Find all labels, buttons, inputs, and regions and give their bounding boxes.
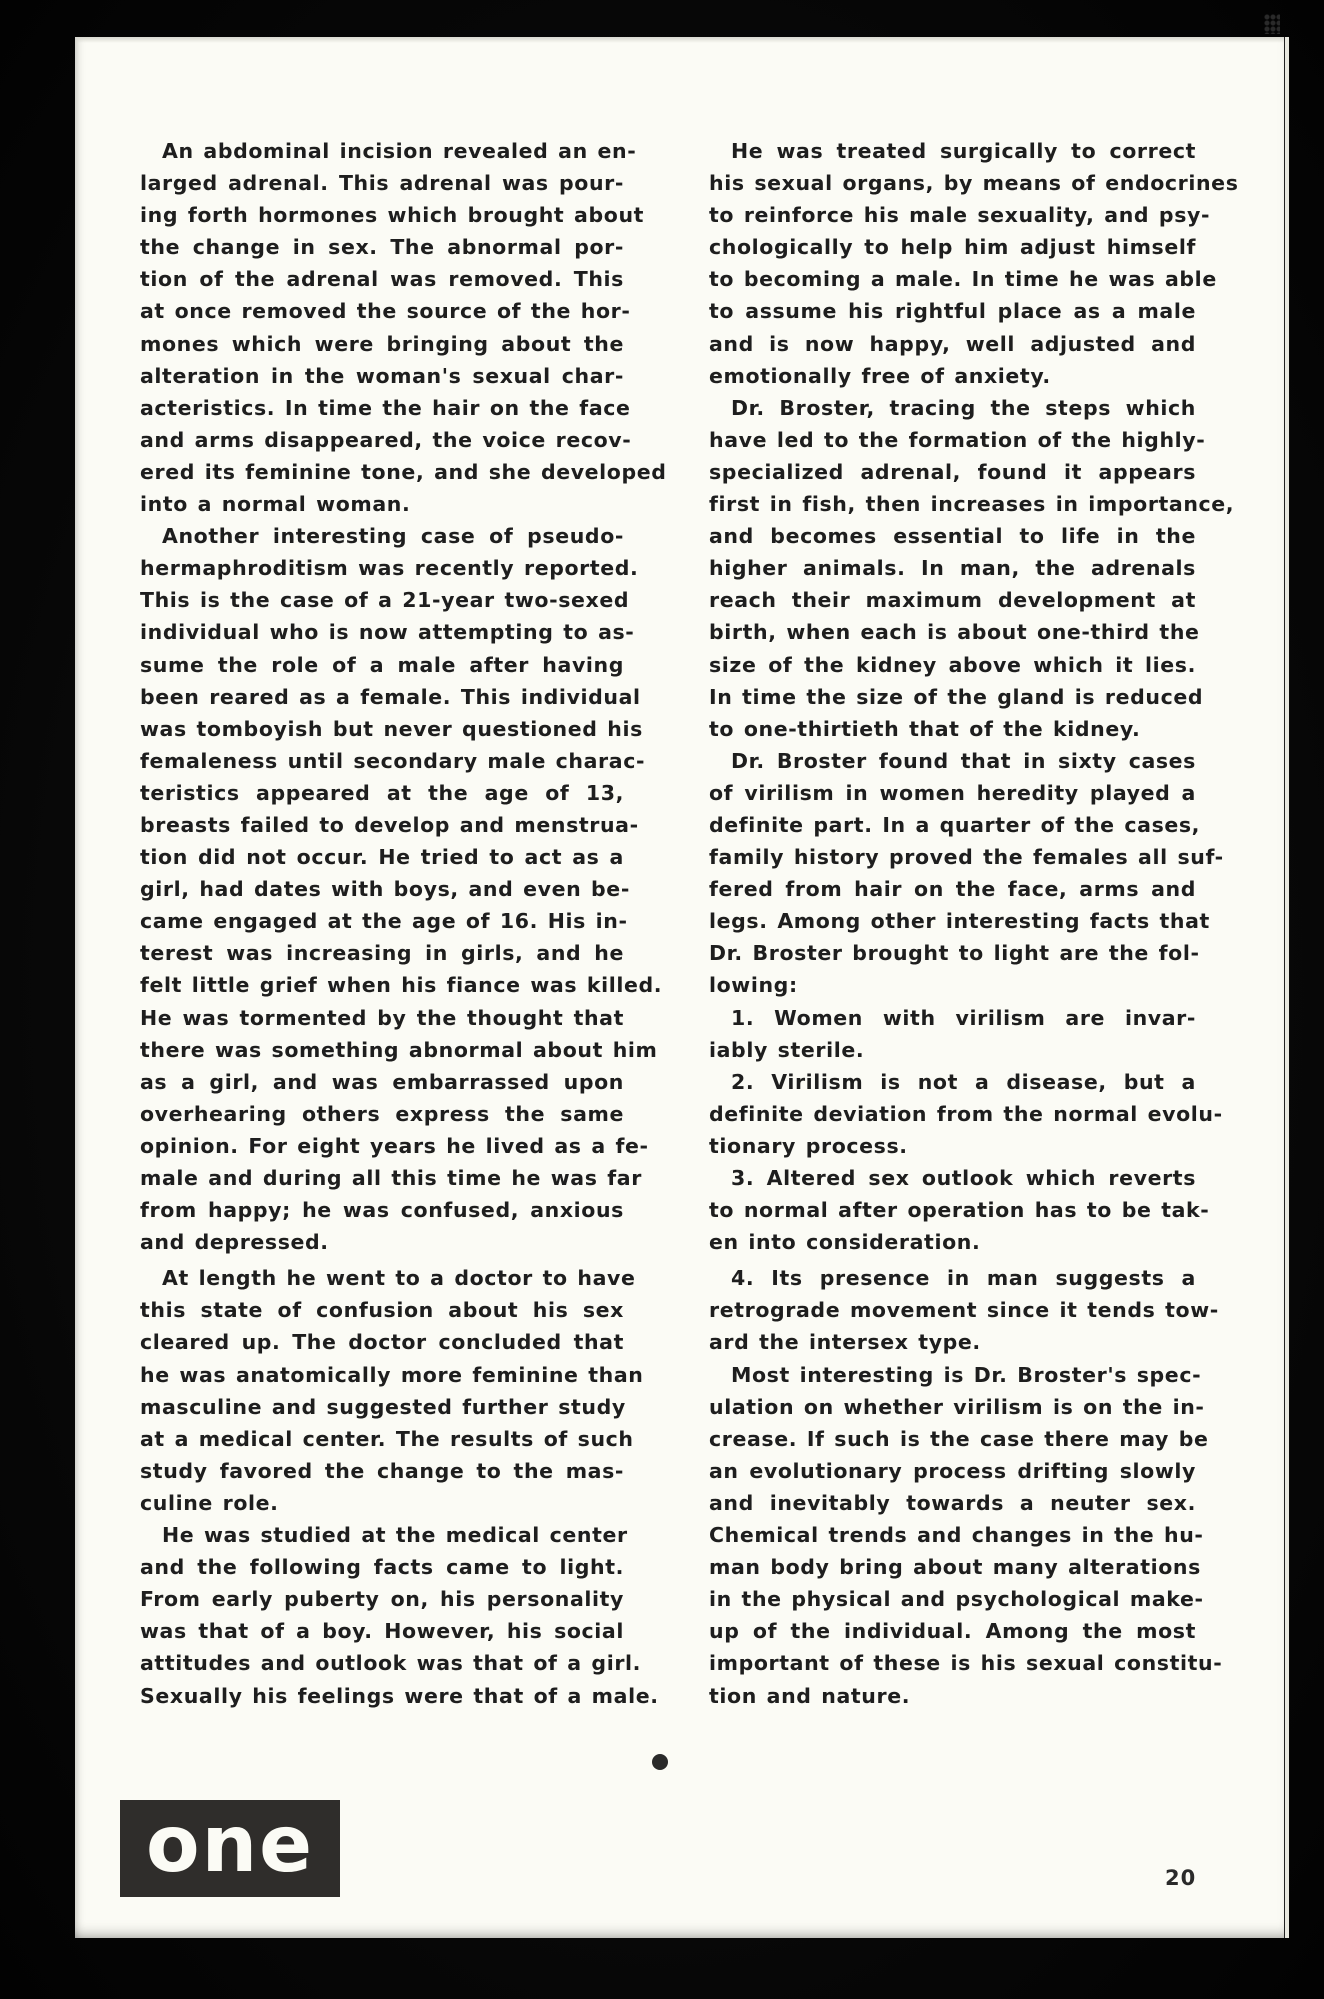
- text-line: male and during all this time he was far: [140, 1166, 642, 1190]
- text-line: from happy; he was confused, anxious: [140, 1198, 624, 1223]
- text-line: and the following facts came to light.: [140, 1555, 624, 1580]
- text-line: he was anatomically more feminine than: [140, 1362, 644, 1387]
- text-line: reach their maximum development at: [709, 588, 1196, 613]
- text-line: larged adrenal. This adrenal was pour-: [140, 171, 624, 196]
- text-line: He was studied at the medical center: [162, 1523, 628, 1548]
- text-line: important of these is his sexual constitu-: [709, 1651, 1223, 1676]
- logo-text: one: [145, 1799, 315, 1890]
- text-line: birth, when each is about one-third the: [709, 620, 1200, 645]
- text-line: attitudes and outlook was that of a girl.: [140, 1651, 642, 1676]
- text-line: 1. Women with virilism are invar-: [731, 1005, 1196, 1030]
- text-line: at a medical center. The results of such: [140, 1426, 634, 1451]
- text-line: Chemical trends and changes in the hu-: [709, 1523, 1204, 1548]
- text-line: as a girl, and was embarrassed upon: [140, 1069, 624, 1094]
- text-line: to becoming a male. In time he was able: [709, 267, 1217, 292]
- text-line: to reinforce his male sexuality, and psy-: [709, 203, 1211, 228]
- magazine-page: [75, 37, 1285, 1938]
- text-line: and inevitably towards a neuter sex.: [709, 1490, 1196, 1515]
- text-line: femaleness until secondary male charac-: [140, 748, 646, 773]
- publication-logo: [120, 1800, 340, 1897]
- text-line: ing forth hormones which brought about: [140, 203, 645, 228]
- text-line: specialized adrenal, found it appears: [709, 459, 1196, 484]
- text-line: sume the role of a male after having: [140, 652, 624, 677]
- text-line: tion and nature.: [709, 1683, 911, 1708]
- text-line: ulation on whether virilism is on the in-: [709, 1394, 1205, 1419]
- text-line: legs. Among other interesting facts that: [709, 909, 1210, 934]
- text-column-right: [709, 135, 1239, 1712]
- text-line: acteristics. In time the hair on the face: [140, 395, 631, 420]
- text-line: an evolutionary process drifting slowly: [709, 1458, 1196, 1483]
- text-line: He was treated surgically to correct: [731, 139, 1196, 163]
- text-line: have led to the formation of the highly-: [709, 427, 1206, 452]
- text-line: Dr. Broster brought to light are the fol-: [709, 941, 1200, 966]
- page-number: 20: [1165, 1866, 1197, 1890]
- text-line: chologically to help him adjust himself: [709, 235, 1196, 260]
- text-line: there was something abnormal about him: [140, 1037, 658, 1062]
- text-line: fered from hair on the face, arms and: [709, 877, 1196, 902]
- text-line: iably sterile.: [709, 1037, 865, 1062]
- text-line: ard the intersex type.: [709, 1330, 981, 1355]
- text-line: in the physical and psychological make-: [709, 1587, 1204, 1612]
- text-line: en into consideration.: [709, 1230, 981, 1255]
- text-line: emotionally free of anxiety.: [709, 363, 1051, 388]
- text-line: up of the individual. Among the most: [709, 1619, 1196, 1644]
- text-line: to normal after operation has to be tak-: [709, 1198, 1210, 1223]
- scan-corner-mark: [1264, 14, 1280, 34]
- text-line: the change in sex. The abnormal por-: [140, 235, 624, 260]
- text-line: An abdominal incision revealed an en-: [162, 139, 637, 163]
- text-line: into a normal woman.: [140, 492, 411, 517]
- text-line: and arms disappeared, the voice recov-: [140, 427, 632, 452]
- text-line: this state of confusion about his sex: [140, 1298, 624, 1323]
- text-line: hermaphroditism was recently reported.: [140, 556, 639, 581]
- text-line: breasts failed to develop and menstrua-: [140, 812, 639, 837]
- text-line: crease. If such is the case there may be: [709, 1426, 1209, 1451]
- text-line: He was tormented by the thought that: [140, 1005, 624, 1030]
- text-line: teristics appeared at the age of 13,: [140, 780, 624, 805]
- text-line: man body bring about many alterations: [709, 1555, 1201, 1580]
- text-line: was tomboyish but never questioned his: [140, 716, 643, 741]
- text-line: Sexually his feelings were that of a male.: [140, 1683, 659, 1708]
- text-line: size of the kidney above which it lies.: [709, 652, 1196, 677]
- text-line: tion of the adrenal was removed. This: [140, 267, 624, 292]
- text-line: From early puberty on, his personality: [140, 1587, 624, 1612]
- text-line: Dr. Broster, tracing the steps which: [731, 395, 1196, 420]
- text-line: came engaged at the age of 16. His in-: [140, 909, 628, 934]
- text-line: his sexual organs, by means of endocrines: [709, 171, 1239, 196]
- text-line: mones which were bringing about the: [140, 331, 624, 356]
- text-line: alteration in the woman's sexual char-: [140, 363, 624, 388]
- text-line: opinion. For eight years he lived as a fe-: [140, 1133, 649, 1158]
- text-line: Most interesting is Dr. Broster's spec-: [731, 1362, 1202, 1387]
- text-line: higher animals. In man, the adrenals: [709, 556, 1196, 581]
- text-line: to one-thirtieth that of the kidney.: [709, 716, 1141, 741]
- text-line: lowing:: [709, 973, 798, 998]
- text-column-left: [140, 135, 667, 1712]
- text-line: cleared up. The doctor concluded that: [140, 1330, 624, 1355]
- text-line: was that of a boy. However, his social: [140, 1619, 624, 1644]
- text-line: at once removed the source of the hor-: [140, 299, 631, 324]
- text-line: girl, had dates with boys, and even be-: [140, 877, 630, 902]
- text-line: tion did not occur. He tried to act as a: [140, 845, 624, 870]
- text-line: and depressed.: [140, 1230, 329, 1255]
- text-line: felt little grief when his fiance was killed.: [140, 973, 663, 998]
- text-line: This is the case of a 21-year two-sexed: [140, 588, 630, 613]
- text-line: to assume his rightful place as a male: [709, 299, 1196, 324]
- text-line: At length he went to a doctor to have: [162, 1266, 636, 1291]
- text-line: tionary process.: [709, 1133, 908, 1158]
- text-line: In time the size of the gland is reduced: [709, 684, 1204, 709]
- text-line: first in fish, then increases in importance,: [709, 492, 1235, 517]
- text-line: definite part. In a quarter of the cases,: [709, 812, 1201, 837]
- text-line: been reared as a female. This individual: [140, 684, 641, 709]
- text-line: 4. Its presence in man suggests a: [731, 1266, 1196, 1291]
- text-line: and becomes essential to life in the: [709, 524, 1196, 549]
- text-line: masculine and suggested further study: [140, 1394, 626, 1419]
- text-line: terest was increasing in girls, and he: [140, 941, 624, 966]
- text-line: study favored the change to the mas-: [140, 1458, 624, 1483]
- text-line: ered its feminine tone, and she developed: [140, 459, 667, 484]
- text-line: and is now happy, well adjusted and: [709, 331, 1196, 356]
- page-top-shadow: [75, 37, 1285, 43]
- text-line: definite deviation from the normal evolu-: [709, 1101, 1223, 1126]
- text-line: family history proved the females all suf-: [709, 845, 1224, 870]
- text-line: Another interesting case of pseudo-: [162, 524, 624, 549]
- text-line: individual who is now attempting to as-: [140, 620, 635, 645]
- text-line: of virilism in women heredity played a: [709, 780, 1196, 805]
- text-line: 2. Virilism is not a disease, but a: [731, 1069, 1196, 1094]
- text-line: Dr. Broster found that in sixty cases: [731, 748, 1196, 773]
- text-line: retrograde movement since it tends tow-: [709, 1298, 1219, 1323]
- section-end-bullet-icon: [652, 1754, 668, 1770]
- text-line: 3. Altered sex outlook which reverts: [731, 1166, 1196, 1190]
- text-line: overhearing others express the same: [140, 1101, 624, 1126]
- page-edge: [1284, 37, 1289, 1938]
- text-line: culine role.: [140, 1490, 279, 1515]
